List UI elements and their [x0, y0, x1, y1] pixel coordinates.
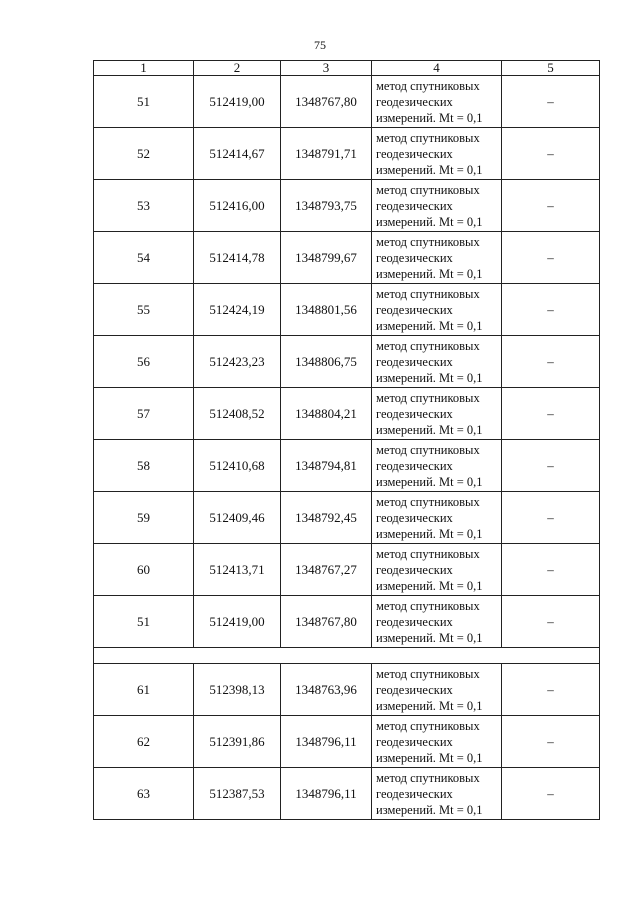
note-dash: –: [547, 301, 554, 317]
table-row: [94, 440, 600, 492]
method-text-line: метод спутниковых: [376, 442, 480, 457]
note-dash: –: [547, 509, 554, 525]
method-text-line: геодезических: [376, 250, 453, 265]
method-text-line: геодезических: [376, 682, 453, 697]
point-number-cell: 55: [94, 284, 194, 336]
column-header-1: 1: [94, 61, 194, 76]
method-text-line: метод спутниковых: [376, 130, 480, 145]
method-text-line: метод спутниковых: [376, 666, 480, 681]
method-text-line: геодезических: [376, 146, 453, 161]
table-row: [94, 664, 600, 716]
y-coordinate-cell: 1348767,80: [281, 596, 372, 648]
y-coordinate-cell: 1348763,96: [281, 664, 372, 716]
point-number-cell: 63: [94, 768, 194, 820]
point-number-cell: 60: [94, 544, 194, 596]
method-text-line: измерений. Mt = 0,1: [376, 802, 483, 817]
method-cell: [372, 768, 502, 820]
method-text-line: метод спутниковых: [376, 390, 480, 405]
y-coordinate-cell: 1348793,75: [281, 180, 372, 232]
method-text-line: измерений. Mt = 0,1: [376, 162, 483, 177]
table-row: [94, 232, 600, 284]
method-cell: [372, 284, 502, 336]
method-text-line: геодезических: [376, 614, 453, 629]
table-body: [94, 61, 600, 820]
x-coordinate-cell: 512414,78: [194, 232, 281, 284]
point-number-cell: 53: [94, 180, 194, 232]
method-cell: [372, 596, 502, 648]
method-text-line: измерений. Mt = 0,1: [376, 526, 483, 541]
x-coordinate-cell: 512414,67: [194, 128, 281, 180]
x-coordinate-cell: 512391,86: [194, 716, 281, 768]
method-text-line: метод спутниковых: [376, 494, 480, 509]
y-coordinate-cell: 1348794,81: [281, 440, 372, 492]
note-cell: [502, 388, 600, 440]
method-text-line: измерений. Mt = 0,1: [376, 214, 483, 229]
note-dash: –: [547, 785, 554, 801]
x-coordinate-cell: 512419,00: [194, 596, 281, 648]
point-number-cell: 51: [94, 596, 194, 648]
method-text-line: геодезических: [376, 786, 453, 801]
note-dash: –: [547, 93, 554, 109]
y-coordinate-cell: 1348801,56: [281, 284, 372, 336]
method-text-line: метод спутниковых: [376, 546, 480, 561]
table-row: [94, 492, 600, 544]
note-cell: [502, 492, 600, 544]
method-text-line: геодезических: [376, 458, 453, 473]
table-row: [94, 768, 600, 820]
method-text-line: измерений. Mt = 0,1: [376, 370, 483, 385]
table-row: [94, 388, 600, 440]
note-cell: [502, 284, 600, 336]
method-text-line: измерений. Mt = 0,1: [376, 422, 483, 437]
note-cell: [502, 336, 600, 388]
note-dash: –: [547, 681, 554, 697]
method-text-line: метод спутниковых: [376, 78, 480, 93]
point-number-cell: 52: [94, 128, 194, 180]
note-cell: [502, 544, 600, 596]
method-text-line: метод спутниковых: [376, 234, 480, 249]
y-coordinate-cell: 1348767,27: [281, 544, 372, 596]
table-row: [94, 76, 600, 128]
note-dash: –: [547, 197, 554, 213]
table-row: [94, 180, 600, 232]
method-text-line: метод спутниковых: [376, 598, 480, 613]
x-coordinate-cell: 512424,19: [194, 284, 281, 336]
note-dash: –: [547, 561, 554, 577]
point-number-cell: 54: [94, 232, 194, 284]
x-coordinate-cell: 512398,13: [194, 664, 281, 716]
page-number: 75: [314, 38, 326, 52]
y-coordinate-cell: 1348796,11: [281, 768, 372, 820]
column-header-2: 2: [194, 61, 281, 76]
note-cell: [502, 180, 600, 232]
method-cell: [372, 388, 502, 440]
note-cell: [502, 716, 600, 768]
method-text-line: измерений. Mt = 0,1: [376, 630, 483, 645]
y-coordinate-cell: 1348792,45: [281, 492, 372, 544]
method-cell: [372, 128, 502, 180]
method-cell: [372, 664, 502, 716]
method-text-line: метод спутниковых: [376, 770, 480, 785]
column-header-3: 3: [281, 61, 372, 76]
note-dash: –: [547, 353, 554, 369]
note-dash: –: [547, 249, 554, 265]
method-text-line: метод спутниковых: [376, 338, 480, 353]
method-cell: [372, 440, 502, 492]
table-header-row: [94, 61, 600, 76]
method-text-line: измерений. Mt = 0,1: [376, 474, 483, 489]
note-dash: –: [547, 405, 554, 421]
table-row: [94, 716, 600, 768]
method-text-line: геодезических: [376, 734, 453, 749]
note-dash: –: [547, 145, 554, 161]
x-coordinate-cell: 512387,53: [194, 768, 281, 820]
method-text-line: геодезических: [376, 562, 453, 577]
x-coordinate-cell: 512419,00: [194, 76, 281, 128]
method-text-line: измерений. Mt = 0,1: [376, 698, 483, 713]
note-cell: [502, 596, 600, 648]
x-coordinate-cell: 512408,52: [194, 388, 281, 440]
note-cell: [502, 232, 600, 284]
method-cell: [372, 336, 502, 388]
note-cell: [502, 76, 600, 128]
point-number-cell: 57: [94, 388, 194, 440]
note-dash: –: [547, 613, 554, 629]
method-text-line: измерений. Mt = 0,1: [376, 578, 483, 593]
method-text-line: геодезических: [376, 302, 453, 317]
column-header-4: 4: [372, 61, 502, 76]
note-cell: [502, 440, 600, 492]
y-coordinate-cell: 1348796,11: [281, 716, 372, 768]
column-header-5: 5: [502, 61, 600, 76]
x-coordinate-cell: 512409,46: [194, 492, 281, 544]
method-cell: [372, 544, 502, 596]
method-cell: [372, 232, 502, 284]
point-number-cell: 59: [94, 492, 194, 544]
group-separator-cell: [94, 648, 600, 664]
method-text-line: метод спутниковых: [376, 286, 480, 301]
table-row: [94, 596, 600, 648]
method-text-line: измерений. Mt = 0,1: [376, 110, 483, 125]
method-text-line: метод спутниковых: [376, 182, 480, 197]
table-row: [94, 544, 600, 596]
y-coordinate-cell: 1348791,71: [281, 128, 372, 180]
y-coordinate-cell: 1348804,21: [281, 388, 372, 440]
point-number-cell: 51: [94, 76, 194, 128]
note-dash: –: [547, 457, 554, 473]
note-cell: [502, 664, 600, 716]
method-text-line: геодезических: [376, 94, 453, 109]
note-cell: [502, 128, 600, 180]
table-row: [94, 336, 600, 388]
method-text-line: геодезических: [376, 354, 453, 369]
method-cell: [372, 716, 502, 768]
point-number-cell: 62: [94, 716, 194, 768]
y-coordinate-cell: 1348799,67: [281, 232, 372, 284]
table-row: [94, 128, 600, 180]
method-text-line: измерений. Mt = 0,1: [376, 318, 483, 333]
table-row: [94, 284, 600, 336]
method-text-line: измерений. Mt = 0,1: [376, 750, 483, 765]
method-cell: [372, 180, 502, 232]
x-coordinate-cell: 512410,68: [194, 440, 281, 492]
y-coordinate-cell: 1348767,80: [281, 76, 372, 128]
y-coordinate-cell: 1348806,75: [281, 336, 372, 388]
note-cell: [502, 768, 600, 820]
point-number-cell: 58: [94, 440, 194, 492]
group-separator-row: [94, 648, 600, 664]
method-text-line: геодезических: [376, 406, 453, 421]
method-text-line: геодезических: [376, 510, 453, 525]
method-cell: [372, 492, 502, 544]
note-dash: –: [547, 733, 554, 749]
x-coordinate-cell: 512413,71: [194, 544, 281, 596]
point-number-cell: 56: [94, 336, 194, 388]
coordinates-table: [93, 60, 600, 820]
method-text-line: измерений. Mt = 0,1: [376, 266, 483, 281]
method-text-line: геодезических: [376, 198, 453, 213]
x-coordinate-cell: 512423,23: [194, 336, 281, 388]
method-text-line: метод спутниковых: [376, 718, 480, 733]
x-coordinate-cell: 512416,00: [194, 180, 281, 232]
method-cell: [372, 76, 502, 128]
point-number-cell: 61: [94, 664, 194, 716]
